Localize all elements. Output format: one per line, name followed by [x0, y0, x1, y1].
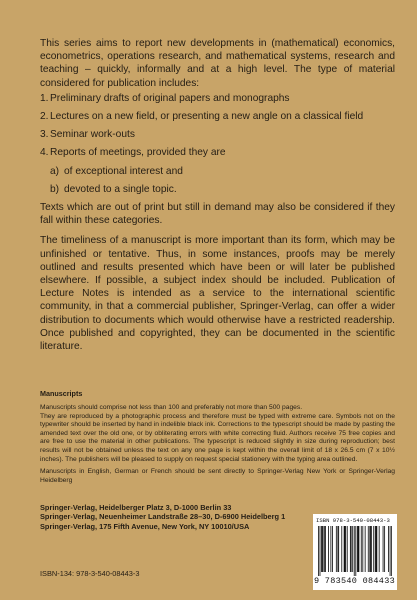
manuscripts-section: [40, 389, 395, 485]
sub-item: [50, 183, 395, 196]
list-item: [40, 146, 395, 159]
barcode-bar: [320, 526, 321, 576]
barcode-bar: [370, 526, 371, 572]
list-text: Seminar work-outs: [50, 129, 135, 141]
barcode-isbn: ISBN 978-3-540-08443-3: [316, 517, 390, 524]
barcode-bar: [371, 526, 372, 572]
barcode-bar: [337, 526, 338, 572]
list-number: 1.: [40, 92, 49, 104]
barcode-bar: [318, 526, 319, 576]
barcode-bar: [325, 526, 326, 572]
barcode-bar: [352, 526, 353, 572]
barcode-bar: [369, 526, 370, 572]
barcode-bar: [355, 526, 356, 576]
sub-letter: a): [50, 165, 60, 177]
list-number: 4.: [40, 147, 49, 159]
barcode-digits: 9 783540 084433: [314, 576, 396, 586]
intro-paragraph: This series aims to report new developments in (mathematical) economics, econometrics, operations research, and mathematical systems, research and teaching – quickly, informally and at a high level. The type of material considered for publication includes:: [40, 38, 395, 89]
sub-letter: b): [50, 183, 60, 195]
barcode-bar: [345, 526, 346, 572]
barcode-bar: [388, 526, 389, 572]
barcode-bar: [362, 526, 363, 572]
manuscripts-length: Manuscripts should comprise not less than 100 and preferably not more than 500 pages.: [40, 404, 303, 411]
list-text: Preliminary drafts of original papers and monographs: [50, 92, 290, 104]
barcode-bar: [368, 526, 369, 572]
barcode-bar: [354, 526, 355, 576]
barcode-bar: [324, 526, 325, 572]
barcode-bar: [323, 526, 324, 572]
barcode-bar: [357, 526, 358, 572]
address-heidelberg: Springer-Verlag, Neuenheimer Landstraße 28–30, D-6900 Heidelberg 1: [40, 512, 286, 522]
list-number: 3.: [40, 129, 49, 141]
manuscripts-reproduction: They are reproduced by a photographic process and therefore must be typed with extreme care. Symbols not on the typewriter should be inserted by hand in indelible black ink. Corrections to the typescript should be made by pasting the amended text over the old one, or by obliterating errors with white correcting fluid. Authors receive 75 free copies and are free to use the material in other publications. The typescript is reduced slightly in size during reproduction; best results will not be obtained unless the text on any one page is kept within the overall limit of 18 x 26.5 cm (7 x 10½ inches). The publishers will be pleased to supply on request special stationery with the typing area outlined.: [40, 412, 395, 463]
barcode-bar: [341, 526, 342, 572]
barcode-bar: [383, 526, 384, 572]
sub-item: [50, 165, 395, 178]
barcode-bar: [330, 526, 331, 572]
barcode-bar: [361, 526, 362, 572]
barcode-bar: [391, 526, 392, 576]
barcode-bar: [336, 526, 337, 572]
barcode-bar: [390, 526, 391, 576]
barcode-bar: [379, 526, 380, 572]
barcode-bar: [347, 526, 348, 572]
barcode-bar: [322, 526, 323, 572]
barcode-bar: [351, 526, 352, 572]
sub-text: devoted to a single topic.: [64, 183, 177, 195]
series-description: [40, 37, 395, 353]
list-item: [40, 110, 395, 123]
list-number: 2.: [40, 111, 49, 123]
barcode-bars: [318, 526, 392, 576]
list-text: Reports of meetings, provided they are: [50, 147, 226, 159]
publisher-addresses: [40, 503, 310, 531]
barcode-bar: [358, 526, 359, 572]
barcode-bar: [376, 526, 377, 572]
barcode-bar: [344, 526, 345, 572]
spacer: [40, 227, 395, 234]
barcode-label: [313, 514, 397, 590]
barcode-bar: [338, 526, 339, 572]
barcode-bar: [376, 526, 377, 572]
address-berlin: Springer-Verlag, Heidelberger Platz 3, D-1000 Berlin 33: [40, 503, 232, 512]
barcode-bar: [332, 526, 333, 572]
barcode-bar: [350, 526, 351, 572]
manuscripts-submission: Manuscripts in English, German or French should be sent directly to Springer-Verlag New York or Springer-Verlag Heidelberg: [40, 468, 395, 484]
list-text: Lectures on a new field, or presenting a new angle on a classical field: [50, 111, 364, 123]
barcode-bar: [373, 526, 374, 572]
barcode-bar: [365, 526, 366, 572]
barcode-bar: [321, 526, 322, 572]
barcode-bar: [384, 526, 385, 572]
barcode-bar: [375, 526, 376, 572]
list-item: [40, 128, 395, 141]
timeliness-paragraph: The timeliness of a manuscript is more important than its form, which may be unfinished or tentative. Thus, in some instances, proofs may be merely outlined and results presented which have been or will later be published elsewhere. If possible, a subject index should be included. Publication of Lecture Notes is intended as a service to the international scientific community, in that a commercial publisher, Springer-Verlag, can offer a wider distribution to documents which would otherwise have a restricted readership. Once published and copyrighted, they can be documented in the scientific literature.: [40, 235, 395, 353]
barcode-bar: [328, 526, 329, 572]
manuscripts-heading: Manuscripts: [40, 389, 83, 398]
barcode-bar: [344, 526, 345, 572]
barcode-bar: [359, 526, 360, 572]
out-of-print-paragraph: Texts which are out of print but still in demand may also be considered if they fall within these categories.: [40, 202, 395, 227]
sub-text: of exceptional interest and: [64, 165, 183, 177]
address-new-york: Springer-Verlag, 175 Fifth Avenue, New York, NY 10010/USA: [40, 521, 250, 531]
isbn-text: ISBN-134: 978-3-540-08443-3: [40, 569, 140, 578]
list-item: [40, 92, 395, 105]
material-list: [40, 92, 395, 196]
